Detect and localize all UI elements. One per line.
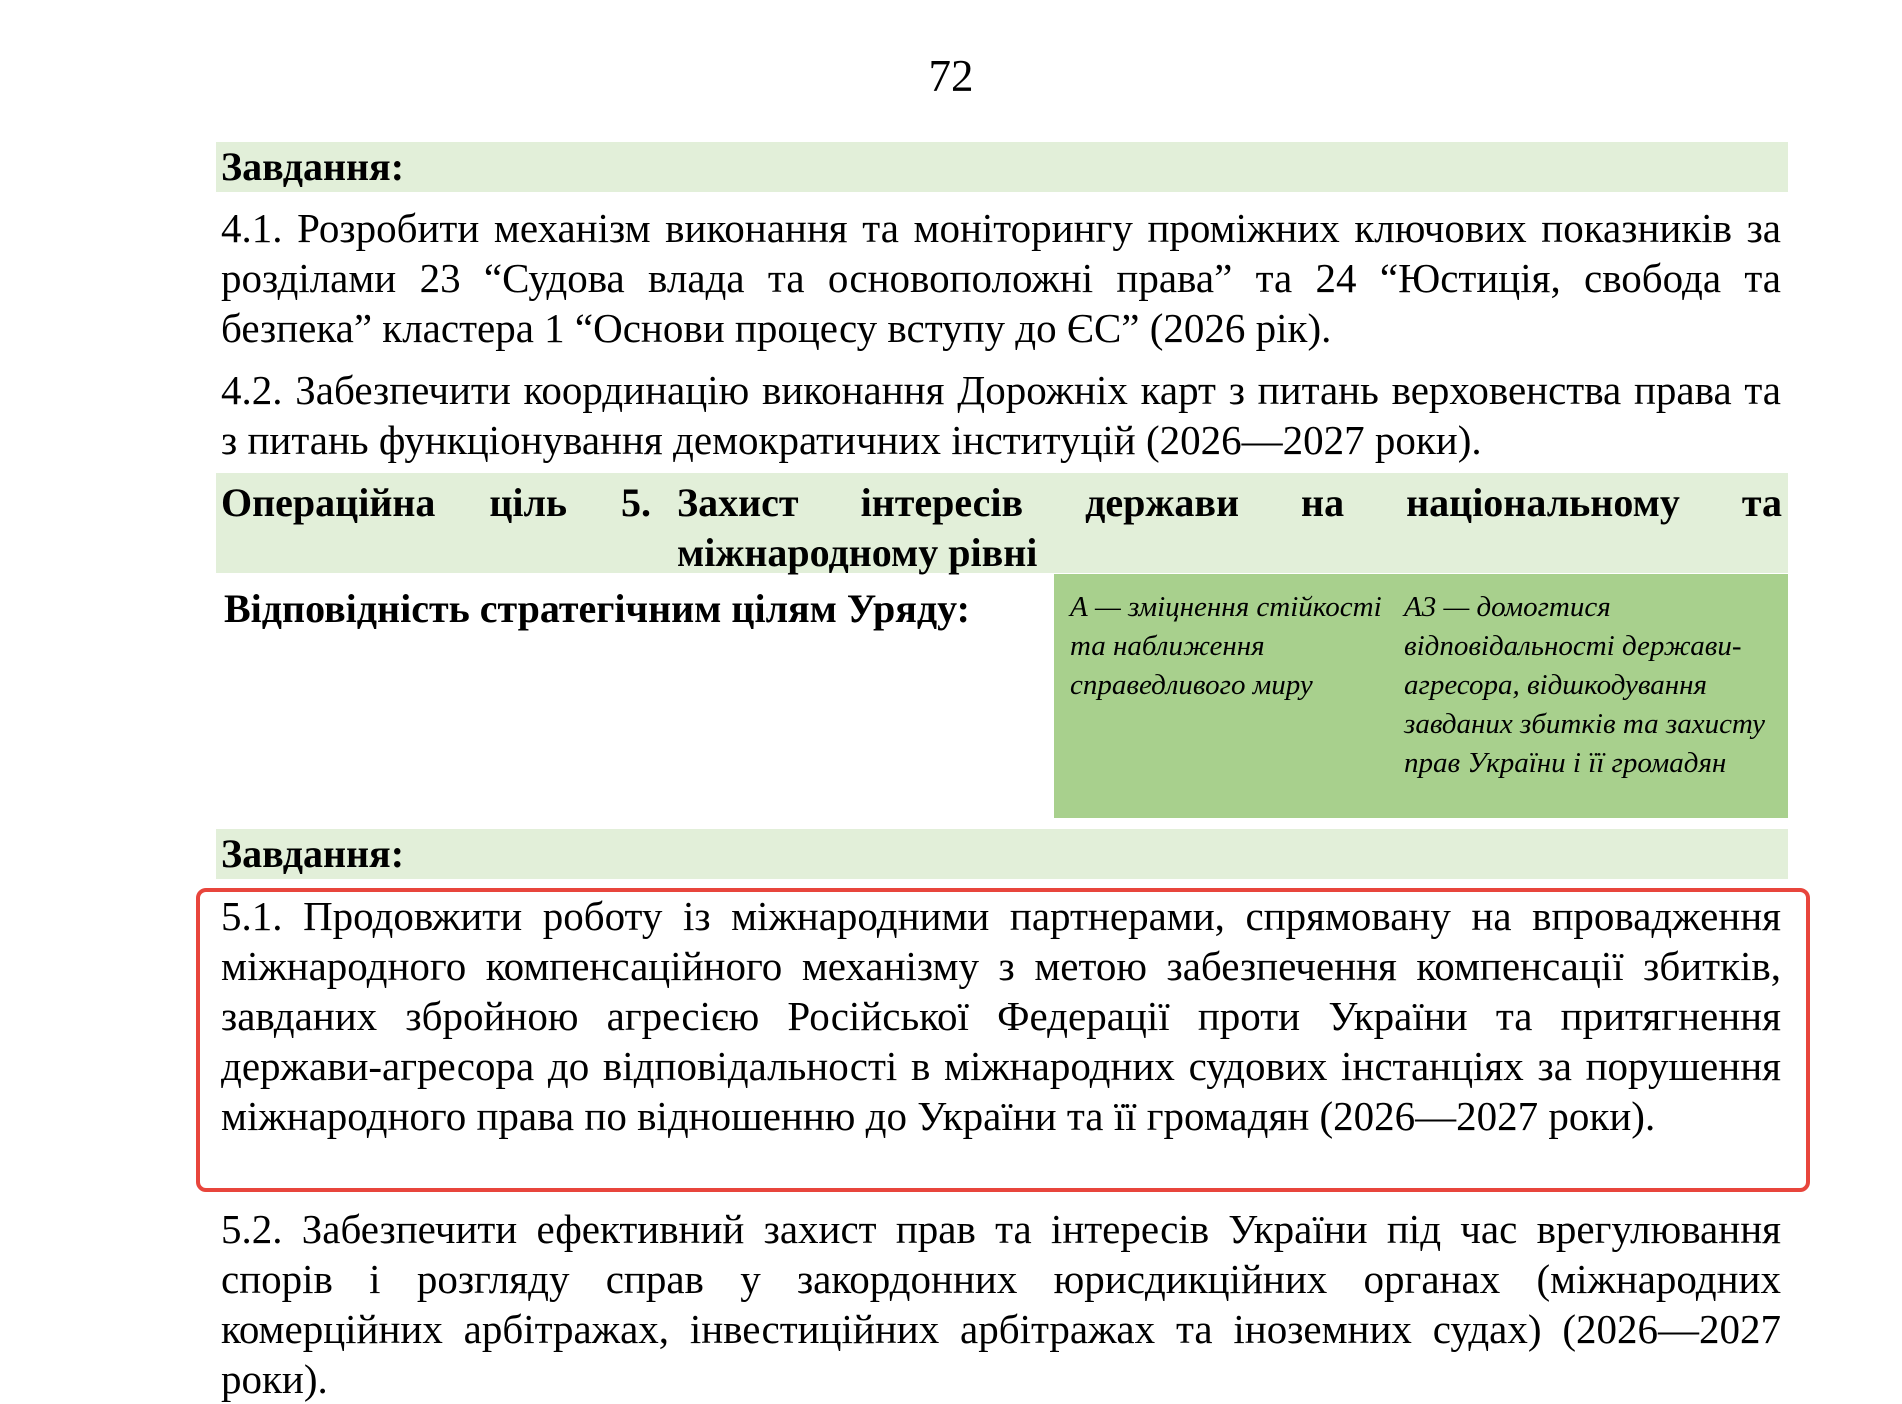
page-number: 72 bbox=[928, 51, 974, 101]
strategic-alignment-label: Відповідність стратегічним цілям Уряду: bbox=[224, 586, 970, 631]
operational-goal-label: Операційна ціль 5. bbox=[221, 480, 651, 525]
strategic-goal-a3: А3 — домогтися відповідальності держави-агресора, відшкодування завданих збитків та захисту прав України і її громадян bbox=[1404, 591, 1766, 779]
task-text: Продовжити роботу із міжнародними партнерами, спрямовану на впровадження міжнародного компенсаційного механізму з метою забезпечення компенсації збитків, завданих збройною агресією Російської Федерації проти України та притягнення держави-агресора до відповідальності в міжнародних судових інстанціях за порушення міжнародного права по відношенню до України та її громадян (2026—2027 роки). bbox=[221, 893, 1782, 1139]
operational-goal-title: Захист інтересів держави на національному та міжнародному рівні bbox=[677, 480, 1782, 575]
task-text: Забезпечити координацію виконання Дорожніх карт з питань верховенства права та з питань функціонування демократичних інституцій (2026—2027 роки). bbox=[221, 367, 1782, 463]
strategic-goals-box bbox=[1054, 574, 1788, 818]
task-number: 5.1. bbox=[221, 893, 283, 939]
tasks-heading-label: Завдання: bbox=[221, 831, 405, 876]
task-text: Розробити механізм виконання та моніторингу проміжних ключових показників за розділами 23 “Судова влада та основоположні права” та 24 “Юстиція, свобода та безпека” кластера 1 “Основи процесу вступу до ЄС” (2026 рік). bbox=[221, 205, 1782, 351]
highlight-frame bbox=[196, 888, 1810, 1192]
operational-goal-row bbox=[216, 473, 1788, 573]
task-4-2 bbox=[221, 365, 1781, 465]
tasks-heading-label: Завдання: bbox=[221, 144, 405, 189]
task-number: 4.2. bbox=[221, 367, 283, 413]
task-4-1 bbox=[221, 203, 1781, 353]
task-5-2 bbox=[221, 1204, 1781, 1404]
strategic-goal-a: А — зміцнення стійкості та наближення справедливого миру bbox=[1070, 591, 1382, 701]
task-number: 4.1. bbox=[221, 205, 283, 251]
task-number: 5.2. bbox=[221, 1206, 283, 1252]
task-text: Забезпечити ефективний захист прав та інтересів України під час врегулювання спорів і розгляду справ у закордонних юрисдикційних органах (міжнародних комерційних арбітражах, інвестиційних арбітражах та іноземних судах) (2026—2027 роки). bbox=[221, 1206, 1781, 1402]
tasks-heading-section-4 bbox=[216, 142, 1788, 192]
tasks-heading-section-5 bbox=[216, 829, 1788, 879]
